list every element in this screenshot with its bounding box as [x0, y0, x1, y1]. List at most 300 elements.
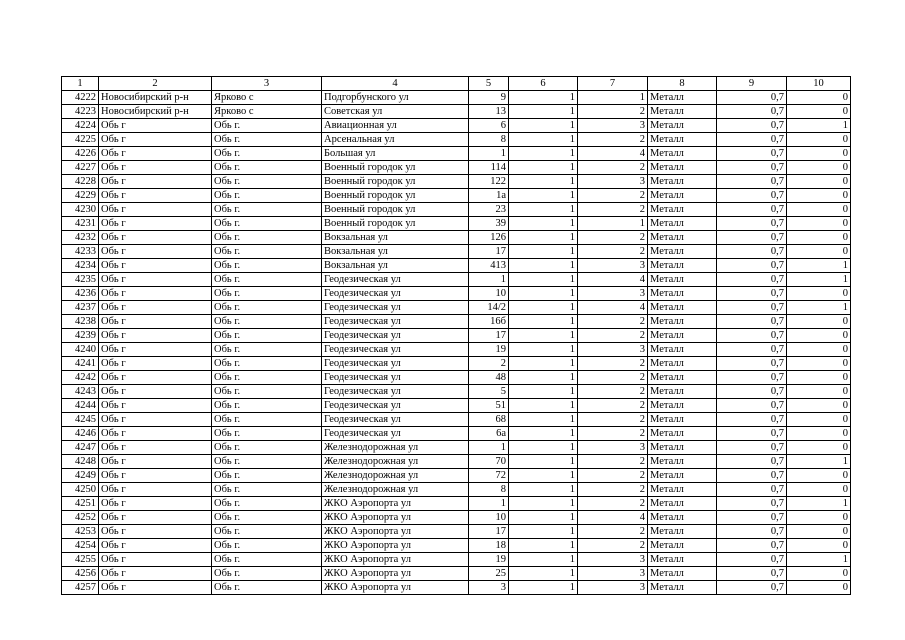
cell-row-number: 4245: [62, 413, 99, 427]
cell-street: Вокзальная ул: [322, 231, 469, 245]
cell-house: 68: [469, 413, 509, 427]
cell-col-6: 1: [509, 539, 578, 553]
cell-col-7: 2: [578, 525, 648, 539]
cell-col-7: 2: [578, 357, 648, 371]
cell-row-number: 4226: [62, 147, 99, 161]
cell-material: Металл: [648, 189, 717, 203]
cell-house: 8: [469, 483, 509, 497]
cell-row-number: 4239: [62, 329, 99, 343]
cell-col-9: 0,7: [717, 567, 787, 581]
cell-col-10: 0: [787, 147, 851, 161]
cell-street: ЖКО Аэропорта ул: [322, 511, 469, 525]
cell-material: Металл: [648, 105, 717, 119]
cell-col-7: 2: [578, 329, 648, 343]
cell-house: 18: [469, 539, 509, 553]
cell-street: Вокзальная ул: [322, 245, 469, 259]
cell-col-10: 1: [787, 497, 851, 511]
cell-col-7: 2: [578, 231, 648, 245]
cell-district: Обь г: [99, 497, 212, 511]
cell-col-7: 2: [578, 427, 648, 441]
cell-col-10: 0: [787, 189, 851, 203]
cell-col-6: 1: [509, 217, 578, 231]
cell-district: Обь г: [99, 371, 212, 385]
cell-col-7: 2: [578, 189, 648, 203]
cell-col-9: 0,7: [717, 91, 787, 105]
cell-street: Геодезическая ул: [322, 413, 469, 427]
cell-material: Металл: [648, 91, 717, 105]
cell-col-10: 1: [787, 273, 851, 287]
cell-material: Металл: [648, 371, 717, 385]
cell-house: 1а: [469, 189, 509, 203]
cell-col-10: 0: [787, 203, 851, 217]
cell-street: Советская ул: [322, 105, 469, 119]
cell-district: Обь г: [99, 133, 212, 147]
cell-district: Обь г: [99, 469, 212, 483]
cell-house: 17: [469, 329, 509, 343]
cell-col-7: 3: [578, 441, 648, 455]
cell-house: 126: [469, 231, 509, 245]
cell-col-6: 1: [509, 371, 578, 385]
cell-row-number: 4233: [62, 245, 99, 259]
cell-settlement: Обь г.: [212, 455, 322, 469]
cell-col-6: 1: [509, 497, 578, 511]
table-row: [62, 161, 851, 175]
cell-settlement: Обь г.: [212, 231, 322, 245]
table-row: [62, 133, 851, 147]
cell-col-10: 0: [787, 175, 851, 189]
cell-settlement: Обь г.: [212, 413, 322, 427]
cell-col-6: 1: [509, 329, 578, 343]
cell-col-7: 4: [578, 273, 648, 287]
cell-col-10: 0: [787, 469, 851, 483]
table-row: [62, 315, 851, 329]
cell-material: Металл: [648, 147, 717, 161]
cell-row-number: 4228: [62, 175, 99, 189]
cell-street: Арсенальная ул: [322, 133, 469, 147]
cell-district: Обь г: [99, 175, 212, 189]
cell-house: 23: [469, 203, 509, 217]
cell-col-9: 0,7: [717, 469, 787, 483]
cell-col-7: 3: [578, 259, 648, 273]
cell-house: 9: [469, 91, 509, 105]
cell-col-7: 3: [578, 287, 648, 301]
table-row: [62, 497, 851, 511]
cell-col-7: 2: [578, 245, 648, 259]
cell-material: Металл: [648, 385, 717, 399]
cell-district: Обь г: [99, 245, 212, 259]
cell-col-6: 1: [509, 203, 578, 217]
cell-material: Металл: [648, 455, 717, 469]
cell-col-10: 0: [787, 343, 851, 357]
cell-col-9: 0,7: [717, 553, 787, 567]
cell-row-number: 4250: [62, 483, 99, 497]
cell-row-number: 4238: [62, 315, 99, 329]
cell-row-number: 4227: [62, 161, 99, 175]
cell-col-6: 1: [509, 511, 578, 525]
cell-settlement: Обь г.: [212, 427, 322, 441]
cell-col-9: 0,7: [717, 343, 787, 357]
cell-street: Геодезическая ул: [322, 343, 469, 357]
cell-house: 17: [469, 245, 509, 259]
cell-row-number: 4222: [62, 91, 99, 105]
table-row: [62, 91, 851, 105]
table-row: [62, 371, 851, 385]
cell-street: ЖКО Аэропорта ул: [322, 567, 469, 581]
header-cell-col-10: 10: [787, 77, 851, 91]
cell-house: 48: [469, 371, 509, 385]
cell-col-10: 1: [787, 301, 851, 315]
cell-house: 413: [469, 259, 509, 273]
table-row: [62, 329, 851, 343]
table-row: [62, 189, 851, 203]
cell-row-number: 4237: [62, 301, 99, 315]
cell-col-9: 0,7: [717, 287, 787, 301]
cell-house: 5: [469, 385, 509, 399]
cell-street: Геодезическая ул: [322, 357, 469, 371]
cell-col-10: 0: [787, 371, 851, 385]
cell-house: 70: [469, 455, 509, 469]
cell-street: Военный городок ул: [322, 161, 469, 175]
table-row: [62, 567, 851, 581]
table-row: [62, 105, 851, 119]
cell-col-6: 1: [509, 413, 578, 427]
cell-district: Обь г: [99, 287, 212, 301]
cell-col-9: 0,7: [717, 539, 787, 553]
table-row: [62, 175, 851, 189]
cell-col-10: 0: [787, 427, 851, 441]
cell-district: Обь г: [99, 147, 212, 161]
cell-col-6: 1: [509, 399, 578, 413]
cell-street: Подгорбунского ул: [322, 91, 469, 105]
cell-district: Обь г: [99, 315, 212, 329]
cell-street: Геодезическая ул: [322, 301, 469, 315]
cell-row-number: 4246: [62, 427, 99, 441]
table-body: [62, 91, 851, 595]
cell-material: Металл: [648, 259, 717, 273]
cell-col-9: 0,7: [717, 525, 787, 539]
cell-col-10: 0: [787, 511, 851, 525]
cell-house: 10: [469, 511, 509, 525]
cell-row-number: 4257: [62, 581, 99, 595]
cell-col-6: 1: [509, 147, 578, 161]
cell-district: Обь г: [99, 511, 212, 525]
cell-settlement: Обь г.: [212, 119, 322, 133]
table-row: [62, 539, 851, 553]
cell-street: Военный городок ул: [322, 203, 469, 217]
header-cell-settlement: 3: [212, 77, 322, 91]
cell-material: Металл: [648, 133, 717, 147]
cell-col-9: 0,7: [717, 427, 787, 441]
cell-col-6: 1: [509, 287, 578, 301]
cell-col-9: 0,7: [717, 273, 787, 287]
table-row: [62, 385, 851, 399]
cell-col-9: 0,7: [717, 119, 787, 133]
cell-col-10: 0: [787, 399, 851, 413]
cell-material: Металл: [648, 119, 717, 133]
cell-col-9: 0,7: [717, 301, 787, 315]
cell-district: Обь г: [99, 399, 212, 413]
cell-settlement: Обь г.: [212, 525, 322, 539]
cell-district: Обь г: [99, 259, 212, 273]
cell-street: Военный городок ул: [322, 217, 469, 231]
cell-row-number: 4251: [62, 497, 99, 511]
header-row: [62, 77, 851, 91]
cell-row-number: 4253: [62, 525, 99, 539]
cell-col-10: 0: [787, 385, 851, 399]
header-cell-material: 8: [648, 77, 717, 91]
cell-settlement: Обь г.: [212, 273, 322, 287]
cell-house: 3: [469, 581, 509, 595]
cell-material: Металл: [648, 161, 717, 175]
cell-col-7: 2: [578, 105, 648, 119]
cell-house: 6а: [469, 427, 509, 441]
cell-col-9: 0,7: [717, 483, 787, 497]
cell-street: ЖКО Аэропорта ул: [322, 539, 469, 553]
cell-street: Авиационная ул: [322, 119, 469, 133]
cell-house: 39: [469, 217, 509, 231]
cell-row-number: 4240: [62, 343, 99, 357]
cell-district: Новосибирский р-н: [99, 105, 212, 119]
cell-street: Железнодорожная ул: [322, 441, 469, 455]
cell-row-number: 4241: [62, 357, 99, 371]
cell-house: 13: [469, 105, 509, 119]
cell-settlement: Обь г.: [212, 189, 322, 203]
cell-street: Вокзальная ул: [322, 259, 469, 273]
cell-col-9: 0,7: [717, 231, 787, 245]
cell-district: Обь г: [99, 217, 212, 231]
cell-col-7: 2: [578, 161, 648, 175]
cell-col-6: 1: [509, 301, 578, 315]
cell-settlement: Обь г.: [212, 441, 322, 455]
cell-col-10: 0: [787, 525, 851, 539]
cell-col-7: 4: [578, 301, 648, 315]
cell-col-7: 3: [578, 119, 648, 133]
cell-district: Обь г: [99, 301, 212, 315]
cell-col-10: 0: [787, 231, 851, 245]
cell-col-6: 1: [509, 161, 578, 175]
cell-col-6: 1: [509, 343, 578, 357]
cell-street: Железнодорожная ул: [322, 483, 469, 497]
cell-col-7: 2: [578, 133, 648, 147]
cell-material: Металл: [648, 525, 717, 539]
cell-col-6: 1: [509, 259, 578, 273]
cell-col-10: 1: [787, 455, 851, 469]
header-cell-col-9: 9: [717, 77, 787, 91]
cell-col-6: 1: [509, 455, 578, 469]
cell-district: Обь г: [99, 189, 212, 203]
cell-col-9: 0,7: [717, 161, 787, 175]
header-cell-row-number: 1: [62, 77, 99, 91]
cell-house: 72: [469, 469, 509, 483]
table-row: [62, 581, 851, 595]
cell-street: Геодезическая ул: [322, 371, 469, 385]
cell-street: Железнодорожная ул: [322, 469, 469, 483]
cell-col-9: 0,7: [717, 315, 787, 329]
cell-district: Обь г: [99, 273, 212, 287]
cell-row-number: 4249: [62, 469, 99, 483]
cell-settlement: Обь г.: [212, 217, 322, 231]
cell-district: Обь г: [99, 343, 212, 357]
cell-house: 19: [469, 343, 509, 357]
cell-street: ЖКО Аэропорта ул: [322, 553, 469, 567]
cell-col-9: 0,7: [717, 413, 787, 427]
cell-col-7: 3: [578, 175, 648, 189]
cell-col-6: 1: [509, 245, 578, 259]
cell-street: Геодезическая ул: [322, 273, 469, 287]
cell-district: Обь г: [99, 119, 212, 133]
cell-col-6: 1: [509, 553, 578, 567]
cell-col-10: 0: [787, 315, 851, 329]
cell-col-6: 1: [509, 567, 578, 581]
table-row: [62, 273, 851, 287]
cell-district: Новосибирский р-н: [99, 91, 212, 105]
cell-col-6: 1: [509, 427, 578, 441]
cell-col-6: 1: [509, 105, 578, 119]
cell-material: Металл: [648, 413, 717, 427]
cell-col-9: 0,7: [717, 329, 787, 343]
cell-col-10: 1: [787, 259, 851, 273]
cell-settlement: Обь г.: [212, 287, 322, 301]
cell-col-9: 0,7: [717, 217, 787, 231]
cell-col-9: 0,7: [717, 497, 787, 511]
cell-row-number: 4235: [62, 273, 99, 287]
cell-street: Геодезическая ул: [322, 427, 469, 441]
cell-col-9: 0,7: [717, 385, 787, 399]
cell-district: Обь г: [99, 539, 212, 553]
cell-col-9: 0,7: [717, 259, 787, 273]
cell-house: 51: [469, 399, 509, 413]
cell-row-number: 4254: [62, 539, 99, 553]
header-cell-street: 4: [322, 77, 469, 91]
cell-street: Железнодорожная ул: [322, 455, 469, 469]
cell-row-number: 4256: [62, 567, 99, 581]
cell-col-10: 0: [787, 217, 851, 231]
cell-row-number: 4248: [62, 455, 99, 469]
cell-col-7: 1: [578, 217, 648, 231]
cell-house: 10: [469, 287, 509, 301]
cell-col-10: 0: [787, 539, 851, 553]
cell-material: Металл: [648, 441, 717, 455]
cell-district: Обь г: [99, 329, 212, 343]
cell-street: Геодезическая ул: [322, 399, 469, 413]
cell-row-number: 4225: [62, 133, 99, 147]
cell-col-10: 0: [787, 287, 851, 301]
cell-street: Геодезическая ул: [322, 385, 469, 399]
cell-col-6: 1: [509, 91, 578, 105]
cell-house: 114: [469, 161, 509, 175]
table-row: [62, 511, 851, 525]
cell-row-number: 4242: [62, 371, 99, 385]
cell-col-10: 0: [787, 133, 851, 147]
table-row: [62, 427, 851, 441]
cell-house: 2: [469, 357, 509, 371]
cell-material: Металл: [648, 329, 717, 343]
cell-col-7: 3: [578, 553, 648, 567]
cell-col-10: 0: [787, 357, 851, 371]
cell-col-10: 0: [787, 91, 851, 105]
cell-col-7: 2: [578, 399, 648, 413]
cell-settlement: Ярково с: [212, 105, 322, 119]
cell-material: Металл: [648, 175, 717, 189]
cell-row-number: 4229: [62, 189, 99, 203]
cell-settlement: Обь г.: [212, 357, 322, 371]
cell-settlement: Обь г.: [212, 329, 322, 343]
cell-house: 1: [469, 147, 509, 161]
cell-settlement: Обь г.: [212, 497, 322, 511]
cell-col-7: 3: [578, 581, 648, 595]
cell-col-7: 2: [578, 413, 648, 427]
cell-col-6: 1: [509, 441, 578, 455]
cell-col-6: 1: [509, 525, 578, 539]
cell-material: Металл: [648, 357, 717, 371]
cell-district: Обь г: [99, 385, 212, 399]
cell-material: Металл: [648, 231, 717, 245]
cell-col-7: 2: [578, 455, 648, 469]
cell-col-9: 0,7: [717, 105, 787, 119]
cell-col-6: 1: [509, 133, 578, 147]
header-cell-district: 2: [99, 77, 212, 91]
cell-material: Металл: [648, 217, 717, 231]
cell-col-6: 1: [509, 189, 578, 203]
cell-street: Геодезическая ул: [322, 329, 469, 343]
cell-col-10: 0: [787, 329, 851, 343]
cell-row-number: 4231: [62, 217, 99, 231]
table-row: [62, 343, 851, 357]
cell-house: 1: [469, 441, 509, 455]
cell-material: Металл: [648, 483, 717, 497]
cell-col-10: 0: [787, 483, 851, 497]
cell-material: Металл: [648, 581, 717, 595]
cell-settlement: Обь г.: [212, 301, 322, 315]
cell-col-9: 0,7: [717, 133, 787, 147]
table-row: [62, 301, 851, 315]
table-row: [62, 287, 851, 301]
cell-material: Металл: [648, 553, 717, 567]
cell-settlement: Обь г.: [212, 133, 322, 147]
table-row: [62, 413, 851, 427]
cell-material: Металл: [648, 497, 717, 511]
cell-street: Военный городок ул: [322, 189, 469, 203]
cell-settlement: Обь г.: [212, 567, 322, 581]
cell-row-number: 4234: [62, 259, 99, 273]
cell-district: Обь г: [99, 525, 212, 539]
table-row: [62, 441, 851, 455]
cell-district: Обь г: [99, 441, 212, 455]
cell-street: Геодезическая ул: [322, 315, 469, 329]
cell-settlement: Обь г.: [212, 161, 322, 175]
cell-house: 122: [469, 175, 509, 189]
data-table: [61, 76, 851, 595]
cell-col-6: 1: [509, 273, 578, 287]
cell-district: Обь г: [99, 231, 212, 245]
cell-district: Обь г: [99, 553, 212, 567]
cell-material: Металл: [648, 203, 717, 217]
cell-col-9: 0,7: [717, 581, 787, 595]
cell-settlement: Обь г.: [212, 175, 322, 189]
cell-row-number: 4230: [62, 203, 99, 217]
cell-district: Обь г: [99, 567, 212, 581]
cell-col-7: 2: [578, 315, 648, 329]
cell-street: Большая ул: [322, 147, 469, 161]
cell-district: Обь г: [99, 357, 212, 371]
cell-material: Металл: [648, 511, 717, 525]
cell-col-7: 2: [578, 497, 648, 511]
table-row: [62, 203, 851, 217]
cell-district: Обь г: [99, 581, 212, 595]
header-cell-house: 5: [469, 77, 509, 91]
table-row: [62, 553, 851, 567]
cell-house: 6: [469, 119, 509, 133]
